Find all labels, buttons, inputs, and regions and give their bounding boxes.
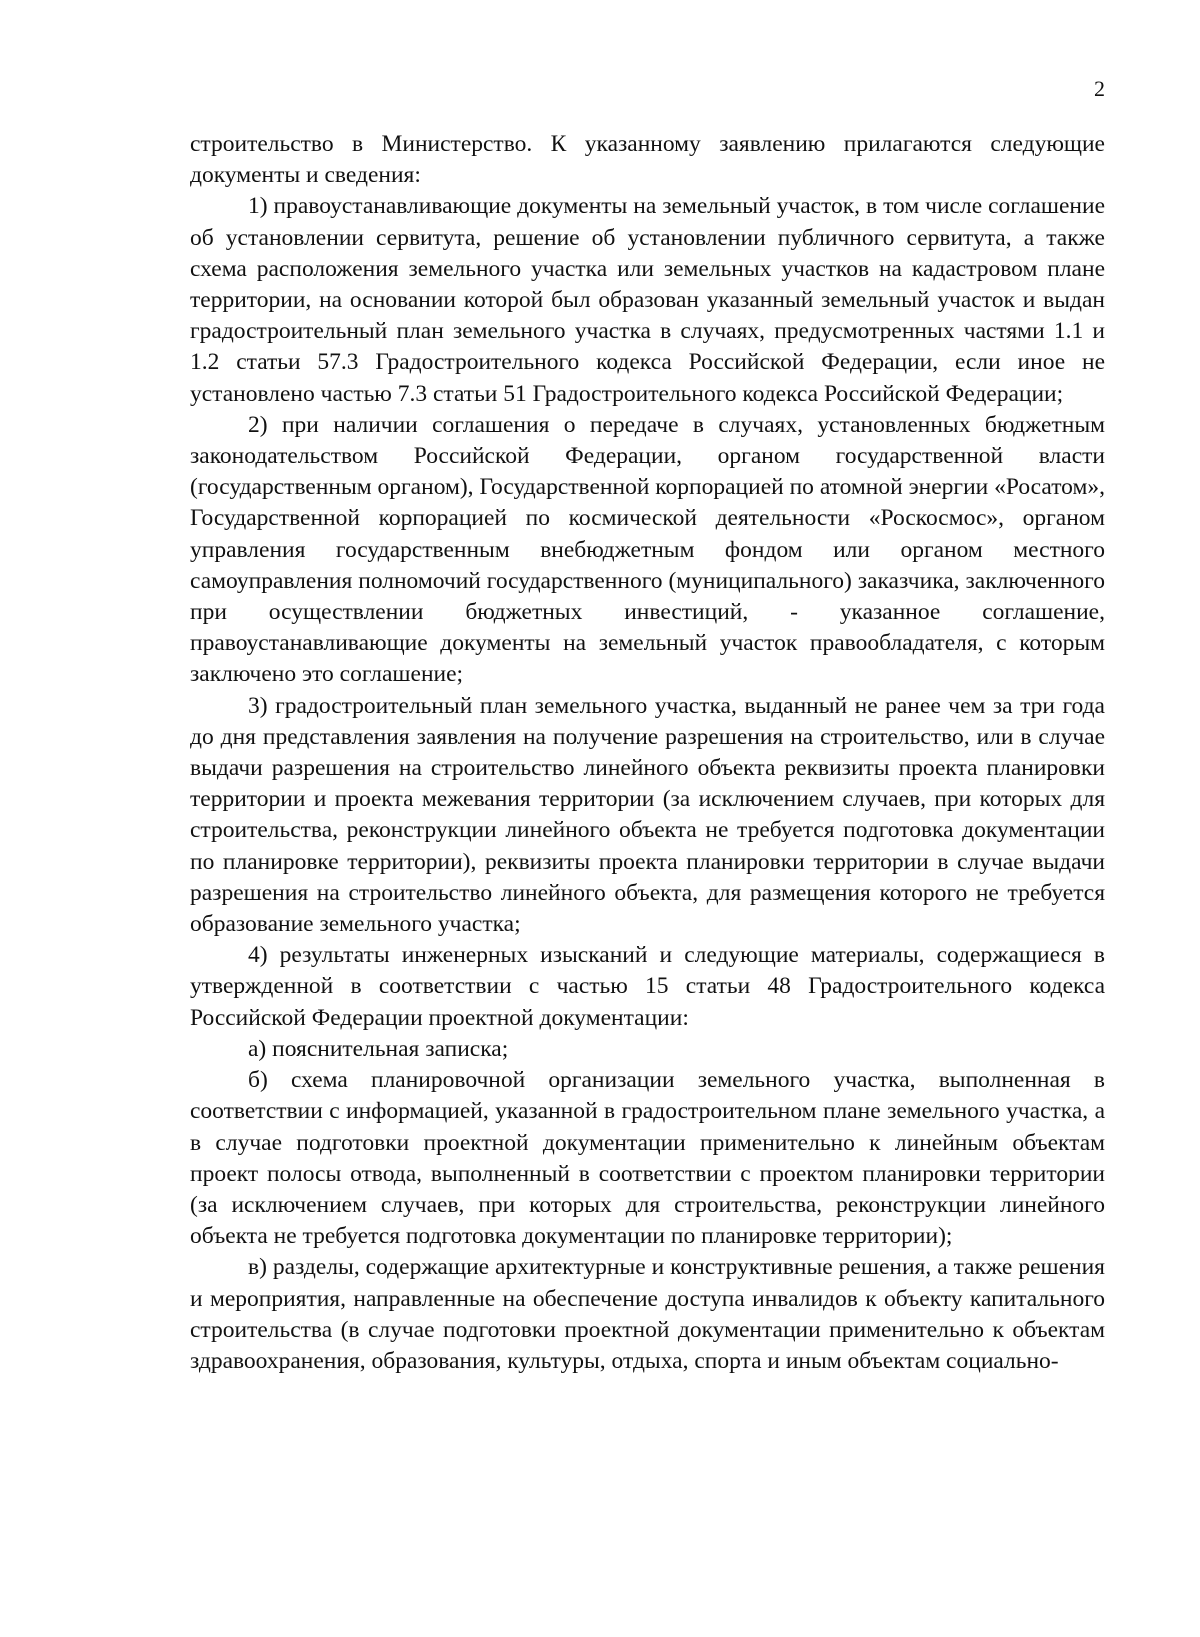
paragraph-subitem-a: а) пояснительная записка; [248,1035,509,1062]
paragraph-item-3: 3) градостроительный план земельного участка, выданный не ранее чем за три года до дня представления заявления на получение разрешения на строительство, или в случае выдачи разрешения на строительство линейного объекта реквизиты проекта планировки территории и проекта межевания территории (за исключением случаев, при которых для строительства, реконструкции линейного объекта не требуется подготовка документации по планировке территории), реквизиты проекта планировки территории в случае выдачи разрешения на строительство линейного объекта, для размещения которого не требуется образование земельного участка; [190,692,1105,938]
page-number: 2 [1094,76,1105,101]
paragraph-continuation: строительство в Министерство. К указанному заявлению прилагаются следующие документы и сведения: [190,131,1105,189]
paragraph-subitem-v: в) разделы, содержащие архитектурные и конструктивные решения, а также решения и мероприятия, направленные на обеспечение доступа инвалидов к объекту капитального строительства (в случае подготовки проектной документации применительно к объектам здравоохранения, образования, культуры, отдыха, спорта и иным объектам социально- [190,1254,1105,1374]
paragraph-item-4: 4) результаты инженерных изысканий и следующие материалы, содержащиеся в утвержденной в соответствии с частью 15 статьи 48 Градостроительного кодекса Российской Федерации проектной документации: [190,942,1105,1031]
paragraph-subitem-b: б) схема планировочной организации земельного участка, выполненная в соответствии с информацией, указанной в градостроительном плане земельного участка, а в случае подготовки проектной документации применительно к линейным объектам проект полосы отвода, выполненный в соответствии с проектом планировки территории (за исключением случаев, при которых для строительства, реконструкции линейного объекта не требуется подготовка документации по планировке территории); [190,1067,1105,1250]
paragraph-item-2: 2) при наличии соглашения о передаче в случаях, установленных бюджетным законодательством Российской Федерации, органом государственной власти (государственным органом), Государственной корпорацией по атомной энергии «Росатом», Государственной корпорацией по космической деятельности «Роскосмос», органом управления государственным внебюджетным фондом или органом местного самоуправления полномочий государственного (муниципального) заказчика, заключенного при осуществлении бюджетных инвестиций, - указанное соглашение, правоустанавливающие документы на земельный участок правообладателя, с которым заключено это соглашение; [190,411,1105,688]
document-body [190,129,1105,1377]
paragraph-item-1: 1) правоустанавливающие документы на земельный участок, в том числе соглашение об установлении сервитута, решение об установлении публичного сервитута, а также схема расположения земельного участка или земельных участков на кадастровом плане территории, на основании которой был образован указанный земельный участок и выдан градостроительный план земельного участка в случаях, предусмотренных частями 1.1 и 1.2 статьи 57.3 Градостроительного кодекса Российской Федерации, если иное не установлено частью 7.3 статьи 51 Градостроительного кодекса Российской Федерации; [190,193,1105,407]
